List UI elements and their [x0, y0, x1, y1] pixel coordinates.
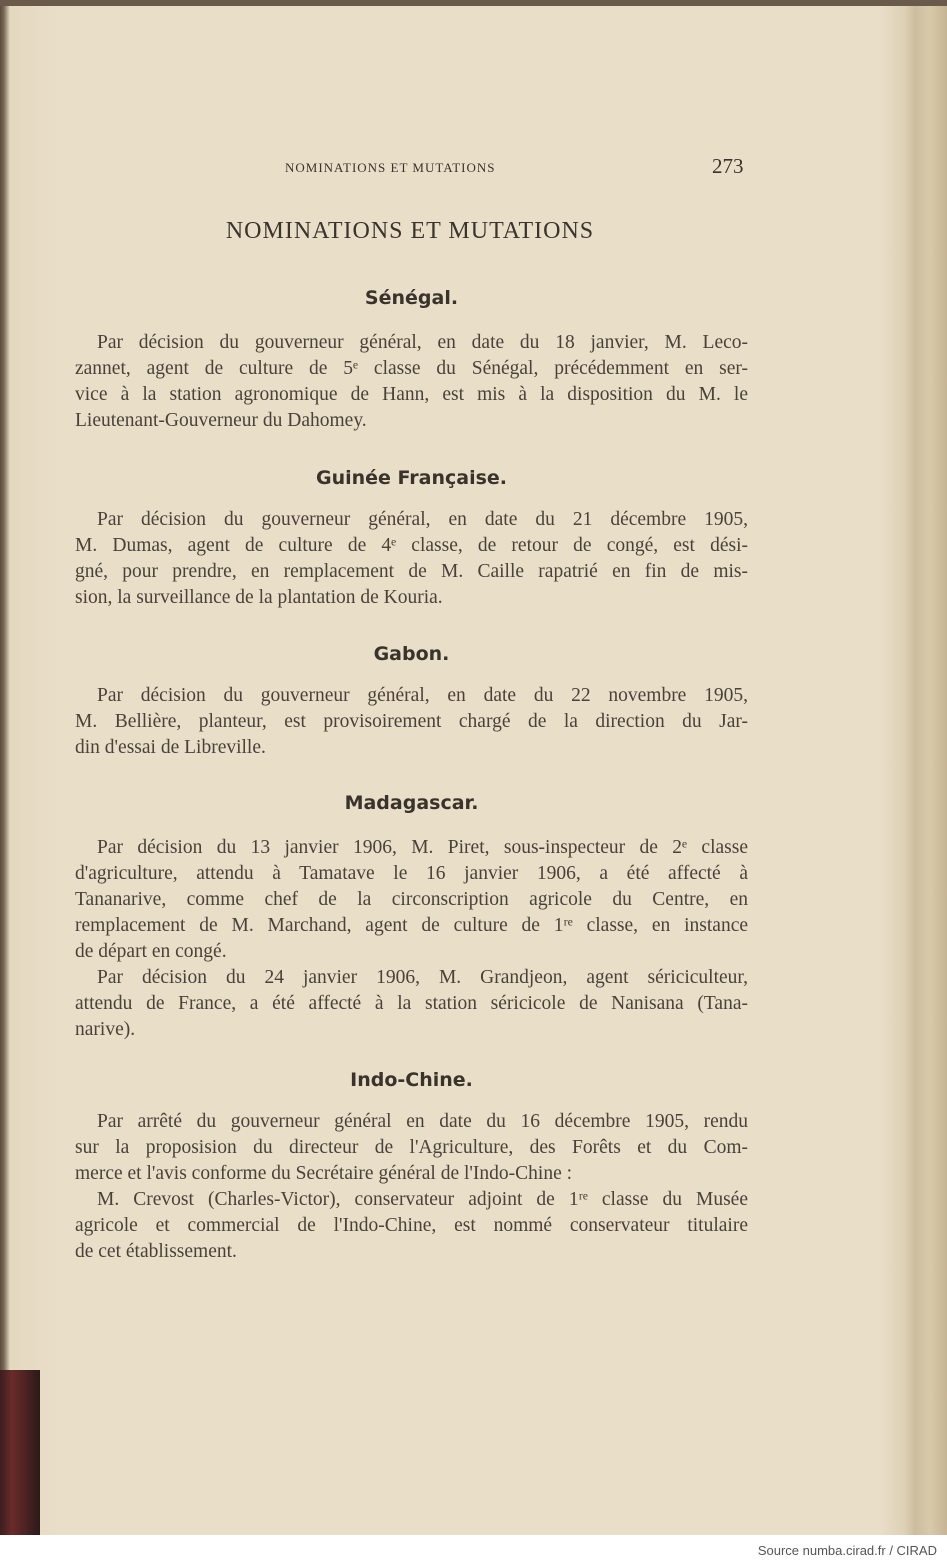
- page-number: 273: [712, 154, 744, 178]
- text-line: M. Crevost (Charles-Victor), conservateur adjoint de 1ʳᵉ classe du Musée: [97, 1189, 748, 1210]
- section-heading: Madagascar.: [344, 792, 479, 814]
- text-line: merce et l'avis conforme du Secrétaire général de l'Indo-Chine :: [75, 1163, 573, 1184]
- text-line: attendu de France, a été affecté à la station séricicole de Nanisana (Tana-: [75, 993, 748, 1014]
- source-credit: Source numba.cirad.fr / CIRAD: [757, 1543, 937, 1558]
- text-line: Par arrêté du gouverneur général en date du 16 décembre 1905, rendu: [97, 1111, 748, 1132]
- text-line: M. Dumas, agent de culture de 4ᵉ classe, de retour de congé, est dési-: [75, 535, 748, 556]
- text-line: Lieutenant-Gouverneur du Dahomey.: [75, 410, 367, 431]
- text-line: vice à la station agronomique de Hann, est mis à la disposition du M. le: [75, 384, 748, 405]
- text-line: Tananarive, comme chef de la circonscription agricole du Centre, en: [75, 889, 748, 910]
- text-line: M. Bellière, planteur, est provisoirement chargé de la direction du Jar-: [75, 711, 748, 732]
- text-line: Par décision du 13 janvier 1906, M. Piret, sous-inspecteur de 2ᵉ classe: [97, 837, 748, 858]
- text-line: remplacement de M. Marchand, agent de culture de 1ʳᵉ classe, en instance: [75, 915, 748, 936]
- running-head: NOMINATIONS ET MUTATIONS: [285, 160, 496, 175]
- text-line: Par décision du gouverneur général, en date du 22 novembre 1905,: [97, 685, 748, 706]
- text-line: d'agriculture, attendu à Tamatave le 16 janvier 1906, a été affecté à: [75, 863, 748, 884]
- text-line: Par décision du gouverneur général, en date du 18 janvier, M. Leco-: [97, 332, 748, 353]
- page-edge: [0, 0, 947, 6]
- section-heading: Guinée Française.: [315, 467, 508, 489]
- text-line: din d'essai de Libreville.: [75, 737, 266, 758]
- text-line: agricole et commercial de l'Indo-Chine, est nommé conservateur titulaire: [75, 1215, 748, 1236]
- page-title: NOMINATIONS ET MUTATIONS: [225, 218, 595, 244]
- section-heading: Gabon.: [373, 643, 450, 665]
- book-binding: [0, 1370, 40, 1535]
- text-line: Par décision du 24 janvier 1906, M. Grandjeon, agent sériciculteur,: [97, 967, 748, 988]
- text-line: narive).: [75, 1019, 136, 1040]
- text-line: sur la proposision du directeur de l'Agriculture, des Forêts et du Com-: [75, 1137, 748, 1158]
- section-heading: Indo-Chine.: [350, 1069, 473, 1091]
- text-line: de départ en congé.: [75, 941, 227, 962]
- text-line: de cet établissement.: [75, 1241, 237, 1262]
- text-line: zannet, agent de culture de 5ᵉ classe du Sénégal, précédemment en ser-: [75, 358, 748, 379]
- text-line: Par décision du gouverneur général, en date du 21 décembre 1905,: [97, 509, 748, 530]
- section-heading: Sénégal.: [364, 287, 459, 309]
- text-line: gné, pour prendre, en remplacement de M. Caille rapatrié en fin de mis-: [75, 561, 748, 582]
- text-line: sion, la surveillance de la plantation de Kouria.: [75, 587, 443, 608]
